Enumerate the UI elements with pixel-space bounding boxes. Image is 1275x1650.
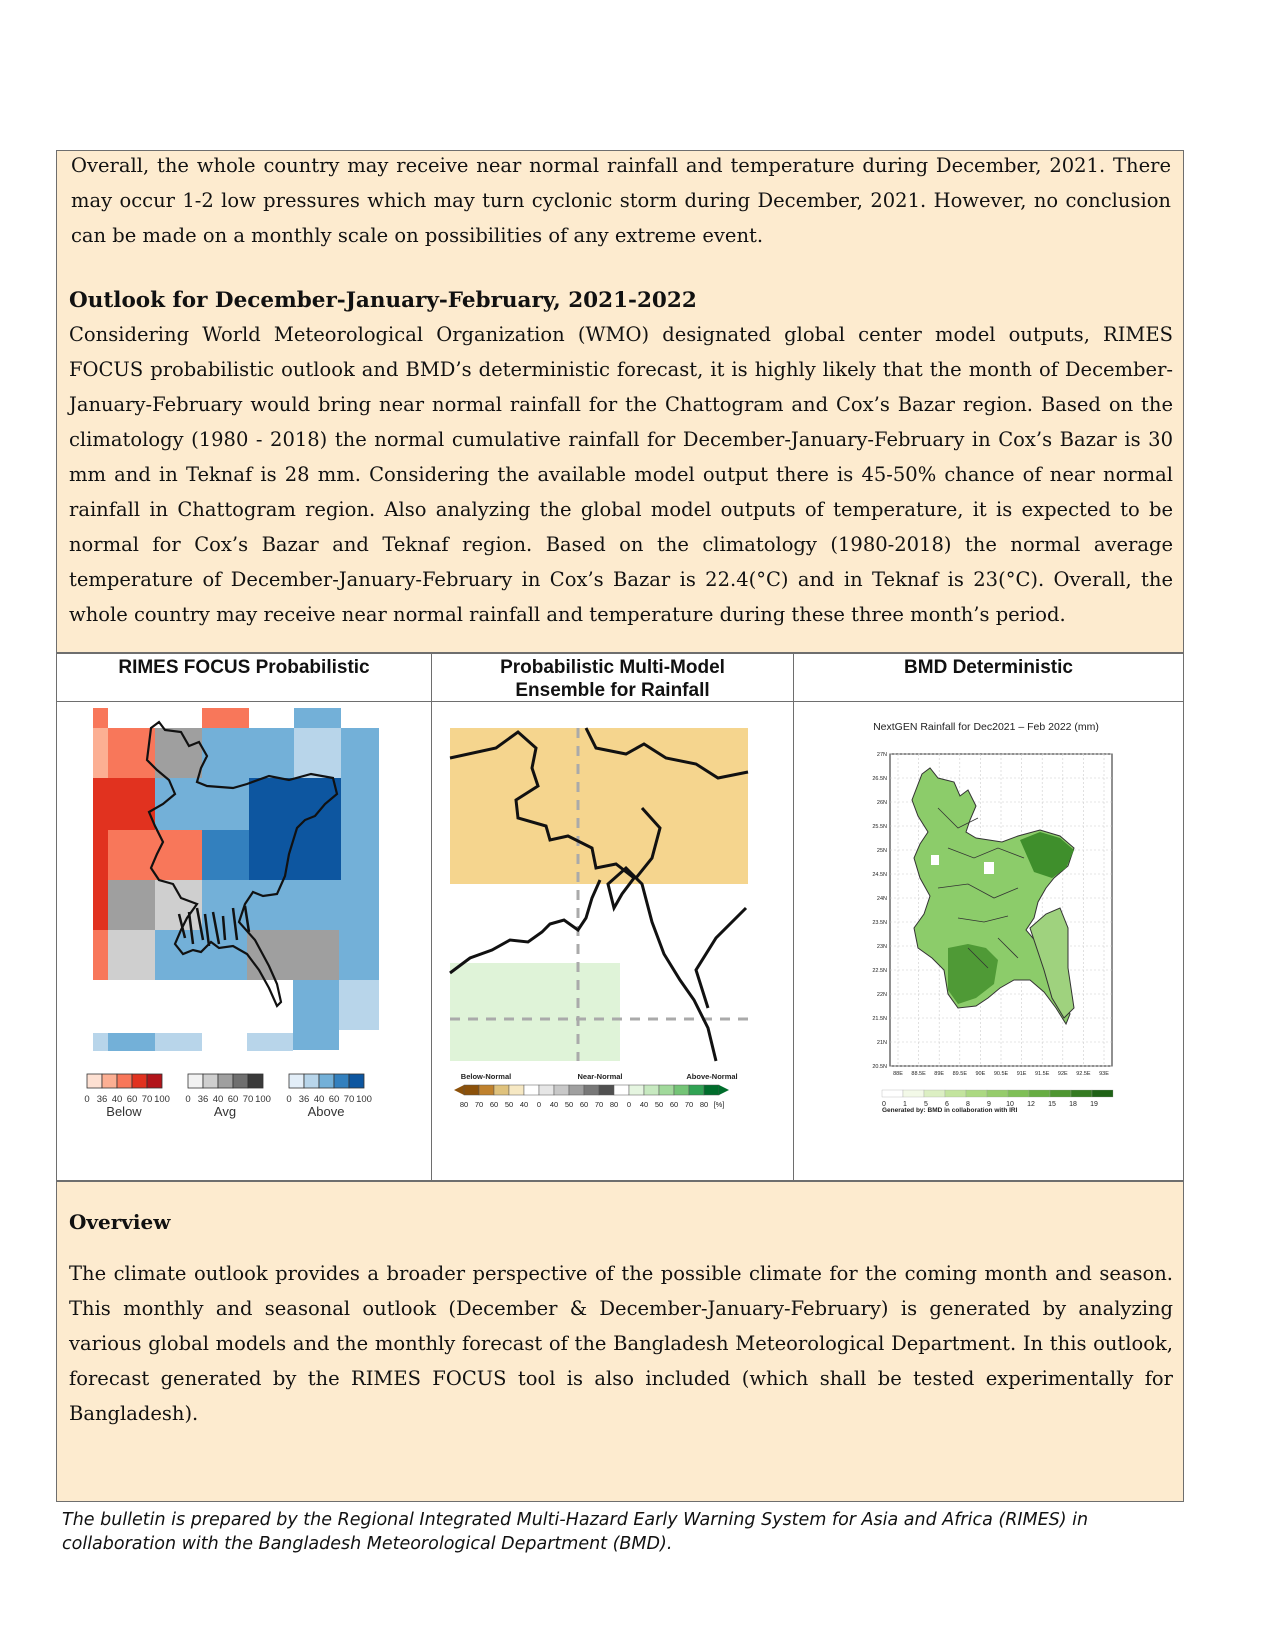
probability-grid (93, 708, 379, 1051)
legend-tick: 80 (699, 1100, 709, 1109)
lat-tick: 21N (876, 1040, 887, 1046)
legend-swatch (334, 1074, 349, 1088)
legend-swatch (524, 1085, 539, 1095)
lon-tick: 92E (1057, 1071, 1068, 1077)
legend-tick: 0 (882, 1101, 886, 1108)
lon-tick: 92.5E (1076, 1071, 1091, 1077)
legend-tick: 60 (328, 1094, 340, 1105)
rimes-legend (84, 1074, 372, 1119)
legend-tick: 70 (242, 1094, 254, 1105)
legend-swatch (614, 1085, 629, 1095)
legend-swatch (1050, 1090, 1071, 1097)
legend-tick: 40 (212, 1094, 224, 1105)
legend-tick: 40 (549, 1100, 559, 1109)
legend-swatch (304, 1074, 319, 1088)
legend-swatch (289, 1074, 304, 1088)
outlook-section (56, 150, 1184, 653)
legend-tick: 50 (654, 1100, 664, 1109)
legend-category: Near-Normal (577, 1072, 623, 1081)
legend-swatch (924, 1090, 945, 1097)
lon-tick: 90.5E (993, 1071, 1009, 1077)
legend-tick: 0 (626, 1100, 632, 1109)
overview-heading: Overview (69, 1210, 171, 1234)
legend-tick: 60 (579, 1100, 589, 1109)
legend-tick: 40 (111, 1094, 123, 1105)
legend-tick: 18 (1069, 1101, 1077, 1108)
mme-legend (454, 1072, 738, 1109)
lon-tick: 90E (975, 1071, 986, 1077)
legend-tick: 80 (609, 1100, 619, 1109)
intro-paragraph: Overall, the whole country may receive near normal rainfall and temperature during December, 2021. There may occur 1-2 low pressures which may turn cyclonic storm during December, 2021. However, no conclusion can be made on a monthly scale on possibilities of any extreme event. (71, 154, 1171, 247)
legend-tick: 60 (669, 1100, 679, 1109)
lon-tick: 88.5E (911, 1071, 926, 1077)
lat-tick: 27N (876, 752, 887, 758)
bmd-map (798, 708, 1178, 1138)
legend-tick: [%] (713, 1100, 725, 1109)
legend-swatch (494, 1085, 509, 1095)
legend-tick: 100 (356, 1094, 372, 1105)
legend-swatch (987, 1090, 1008, 1097)
lat-tick: 26N (876, 800, 887, 806)
rimes-focus-column (57, 654, 432, 1180)
lat-tick: 25.5N (872, 824, 887, 830)
bmd-legend (882, 1090, 1113, 1108)
legend-tick: 0 (286, 1094, 292, 1105)
legend-tick: 15 (1048, 1101, 1056, 1108)
legend-tick: 100 (154, 1094, 170, 1105)
legend-tick: 60 (126, 1094, 138, 1105)
legend-tick: 36 (96, 1094, 108, 1105)
overview-paragraph: The climate outlook provides a broader perspective of the possible climate for the coming month and season. This monthly and seasonal outlook (December & December-January-February) is generated by analyzing various global models and the monthly forecast of the Bangladesh Meteorological Department. In this outlook, forecast generated by the RIMES FOCUS tool is also included (which shall be tested experimentally for Bangladesh). (69, 1262, 1173, 1425)
legend-swatch (966, 1090, 987, 1097)
legend-swatch (233, 1074, 248, 1088)
lat-tick: 22.5N (872, 968, 887, 974)
legend-swatch (188, 1074, 203, 1088)
bmd-column (794, 654, 1183, 1180)
legend-tick: 70 (684, 1100, 694, 1109)
legend-swatch (248, 1074, 263, 1088)
legend-swatch (644, 1085, 659, 1095)
legend-tick: 0 (185, 1094, 191, 1105)
legend-tick: 0 (84, 1094, 90, 1105)
rimes-focus-map (84, 708, 413, 1128)
legend-tick: 40 (519, 1100, 529, 1109)
legend-swatch (1092, 1090, 1113, 1097)
outlook-heading: Outlook for December-January-February, 2021-2022 (69, 288, 697, 313)
legend-swatch (599, 1085, 614, 1095)
legend-swatch (464, 1085, 479, 1095)
legend-swatch (554, 1085, 569, 1095)
lat-tick: 21.5N (872, 1016, 887, 1022)
overview-section (56, 1181, 1184, 1502)
legend-tick: 70 (474, 1100, 484, 1109)
legend-tick: 0 (536, 1100, 542, 1109)
legend-swatch (539, 1085, 554, 1095)
bmd-title: BMD Deterministic (794, 654, 1183, 702)
bmd-data-gap (984, 862, 994, 874)
lat-tick: 24.5N (872, 872, 887, 878)
legend-swatch (945, 1090, 966, 1097)
bmd-map-title: NextGEN Rainfall for Dec2021 – Feb 2022 (mm) (873, 721, 1099, 733)
legend-swatch (479, 1085, 494, 1095)
legend-category: Below-Normal (460, 1072, 512, 1081)
legend-swatch (584, 1085, 599, 1095)
legend-swatch (147, 1074, 162, 1088)
legend-tick: 100 (255, 1094, 271, 1105)
legend-tick: 70 (141, 1094, 153, 1105)
legend-tick: 50 (564, 1100, 574, 1109)
legend-label: Avg (213, 1104, 237, 1119)
legend-swatch (117, 1074, 132, 1088)
legend-swatch (102, 1074, 117, 1088)
bulletin-footer: The bulletin is prepared by the Regional Integrated Multi-Hazard Early Warning System for Asia and Africa (RIMES) in collaboration with the Bangladesh Meteorological Department (BMD). (62, 1510, 1089, 1554)
lat-tick: 26.5N (872, 776, 887, 782)
legend-swatch (1008, 1090, 1029, 1097)
lat-tick: 22N (876, 992, 887, 998)
legend-swatch (659, 1085, 674, 1095)
legend-tick: 36 (197, 1094, 209, 1105)
legend-tick: 80 (459, 1100, 469, 1109)
legend-arrow (454, 1085, 464, 1095)
legend-swatch (132, 1074, 147, 1088)
legend-tick: 60 (489, 1100, 499, 1109)
lon-tick: 88E (893, 1071, 903, 1077)
legend-swatch (509, 1085, 524, 1095)
legend-swatch (629, 1085, 644, 1095)
legend-tick: 1 (903, 1101, 907, 1108)
lat-tick: 25N (876, 848, 887, 854)
legend-category: Above-Normal (686, 1072, 738, 1081)
forecast-maps-table (56, 653, 1184, 1181)
legend-tick: 12 (1027, 1101, 1035, 1108)
lon-tick: 93E (1099, 1071, 1109, 1077)
legend-tick: 36 (298, 1094, 310, 1105)
legend-swatch (903, 1090, 924, 1097)
legend-label: Above (307, 1104, 345, 1119)
legend-swatch (882, 1090, 903, 1097)
legend-swatch (218, 1074, 233, 1088)
legend-arrow (719, 1085, 729, 1095)
legend-swatch (569, 1085, 584, 1095)
legend-tick: 8 (966, 1101, 970, 1108)
legend-tick: 10 (1006, 1101, 1014, 1108)
legend-swatch (674, 1085, 689, 1095)
lat-tick: 23.5N (872, 920, 887, 926)
legend-swatch (349, 1074, 364, 1088)
legend-tick: 19 (1090, 1101, 1098, 1108)
lon-tick: 91.5E (1035, 1071, 1050, 1077)
mme-column (432, 654, 794, 1180)
legend-tick: 50 (504, 1100, 514, 1109)
legend-tick: 70 (343, 1094, 355, 1105)
legend-tick: 9 (987, 1101, 991, 1108)
legend-tick: 70 (594, 1100, 604, 1109)
bmd-data-gap (931, 855, 939, 865)
legend-tick: 60 (227, 1094, 239, 1105)
lat-tick: 24N (876, 896, 887, 902)
lat-tick: 20.5N (872, 1064, 887, 1070)
legend-tick: 40 (313, 1094, 325, 1105)
legend-label: Below (106, 1104, 142, 1119)
legend-tick: 40 (639, 1100, 649, 1109)
lat-tick: 23N (876, 944, 887, 950)
mme-map (446, 708, 776, 1128)
outlook-paragraph: Considering World Meteorological Organization (WMO) designated global center model outputs, RIMES FOCUS probabilistic outlook and BMD’s deterministic forecast, it is highly likely that the month of December-January-February would bring near normal rainfall for the Chattogram and Cox’s Bazar region. Based on the climatology (1980 - 2018) the normal cumulative rainfall for December-January-February in Cox’s Bazar is 30 mm and in Teknaf is 28 mm. Considering the available model output there is 45-50% chance of near normal rainfall in Chattogram region. Also analyzing the global model outputs of temperature, it is expected to be normal for Cox’s Bazar and Teknaf region. Based on the climatology (1980-2018) the normal average temperature of December-January-February in Cox’s Bazar is 22.4(°C) and in Teknaf is 23(°C). Overall, the whole country may receive near normal rainfall and temperature during these three month’s period. (69, 323, 1173, 626)
lon-tick: 89.5E (952, 1071, 967, 1077)
legend-tick: 6 (945, 1101, 949, 1108)
legend-swatch (704, 1085, 719, 1095)
lon-tick: 89E (934, 1071, 945, 1077)
legend-swatch (203, 1074, 218, 1088)
legend-swatch (87, 1074, 102, 1088)
legend-swatch (689, 1085, 704, 1095)
lon-tick: 91E (1016, 1071, 1027, 1077)
mme-title: Probabilistic Multi-Model Ensemble for Rainfall (432, 654, 793, 702)
legend-swatch (1071, 1090, 1092, 1097)
bmd-credit: Generated by: BMD in collaboration with IRI (882, 1107, 1018, 1114)
rimes-focus-title: RIMES FOCUS Probabilistic (57, 654, 431, 702)
legend-swatch (319, 1074, 334, 1088)
legend-swatch (1029, 1090, 1050, 1097)
legend-tick: 5 (924, 1101, 928, 1108)
